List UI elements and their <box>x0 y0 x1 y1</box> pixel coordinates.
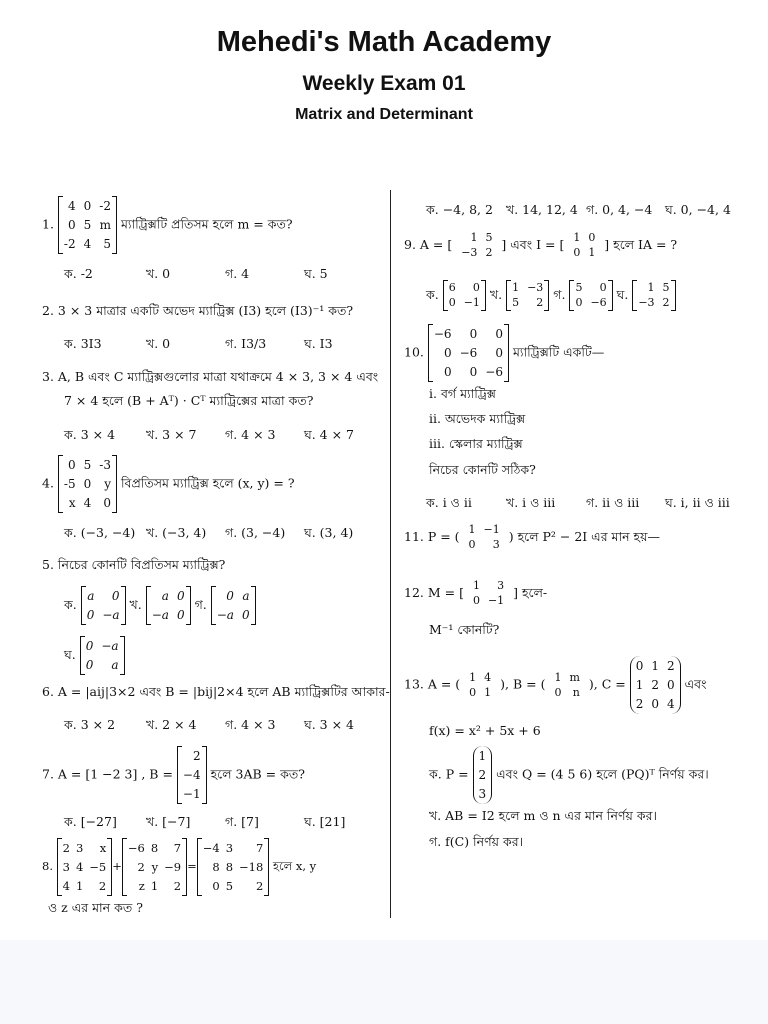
q5-option-d: ঘ. 0 −a 0 a <box>64 636 125 675</box>
matrix: 1 2 3 <box>473 746 493 804</box>
question-13: 13. A = ( 1 4 0 1 ), B = ( 1 m 0 n ), C = 0 1 2 1 2 0 2 0 4 এবং <box>404 656 706 714</box>
question-5: 5. নিচের কোনটি বিপ্রতিসম ম্যাট্রিক্স? <box>42 557 226 572</box>
q9-options-row: ক. 6 0 0 −1 খ. 1 −3 5 2 গ. 5 0 0 −6 ঘ. 1 5 −3 2 <box>426 280 676 311</box>
question-8-cont: ও z এর মান কত ? <box>48 900 143 915</box>
option: ক. −4, 8, 2 <box>426 202 493 217</box>
option: ঘ. 0, −4, 4 <box>665 202 731 217</box>
question-6: 6. A = |aij|3×2 এবং B = |bij|2×4 হলে AB ম্যাট্রিক্সটির আকার- <box>42 684 390 699</box>
question-3-cont: 7 × 4 হলে (B + Aᵀ) · Cᵀ ম্যাট্রিক্সের মাত্রা কত? <box>64 393 314 408</box>
option: ঘ. 5 <box>304 266 328 281</box>
question-3: 3. A, B এবং C ম্যাট্রিক্সগুলোর মাত্রা যথাক্রমে 4 × 3, 3 × 4 এবং <box>42 369 379 384</box>
statement: নিচের কোনটি সঠিক? <box>429 462 536 477</box>
matrix: 2 −4 −1 <box>177 746 207 804</box>
option: খ. 3 × 7 <box>146 427 197 442</box>
matrix: 5 0 0 −6 <box>569 280 612 311</box>
option: ক. 3 × 4 <box>64 427 116 442</box>
statement: iii. স্কেলার ম্যাট্রিক্স <box>429 436 523 451</box>
q5-options-row: ক. a 0 0 −a খ. a 0 −a 0 গ. 0 a −a 0 <box>64 586 256 625</box>
exam-topic: Matrix and Determinant <box>295 106 473 123</box>
matrix: 0 a −a 0 <box>211 586 256 625</box>
option: গ. I3/3 <box>225 336 267 351</box>
option: গ. 4 × 3 <box>225 427 276 442</box>
matrix: 1 5 −3 2 <box>632 280 675 311</box>
question-11: 11. P = ( 1 −1 0 3 ) হলে P² − 2I এর মান হয়— <box>404 523 660 551</box>
question-text: ম্যাট্রিক্সটি প্রতিসম হলে m = কত? <box>120 216 293 232</box>
option: খ. [−7] <box>146 814 191 829</box>
question-number: 1. <box>42 216 54 232</box>
question-9: 9. A = [ 1 5 −3 2 ] এবং I = [ 1 0 0 1 ] হলে IA = ? <box>404 231 678 259</box>
option: ঘ. [21] <box>304 814 346 829</box>
matrix: a 0 0 −a <box>81 586 126 625</box>
option: খ. 0 <box>146 266 171 281</box>
matrix: 2 3 x 3 4 −5 4 1 2 <box>57 838 113 896</box>
matrix: 0 −a 0 a <box>80 636 125 675</box>
option: খ. 14, 12, 4 <box>506 202 578 217</box>
option: খ. 0 <box>146 336 171 351</box>
option: ঘ. 3 × 4 <box>304 717 354 732</box>
matrix: 1 4 0 1 <box>469 670 492 699</box>
option: ক. 3 × 2 <box>64 717 116 732</box>
statement: i. বর্গ ম্যাট্রিক্স <box>429 386 496 401</box>
matrix: −4 3 7 8 8 −18 0 5 2 <box>197 838 270 896</box>
question-1 <box>42 196 293 254</box>
matrix: 6 0 0 −1 <box>443 280 486 311</box>
option: গ. 4 <box>225 266 250 281</box>
option: ঘ. 4 × 7 <box>304 427 354 442</box>
question-8: 8. 2 3 x 3 4 −5 4 1 2 + −6 8 7 2 y −9 z 1 2 = −4 3 7 8 8 −18 0 5 2 হলে x, y <box>42 838 316 896</box>
question-4: 4. 0 5 -3 -5 0 y x 4 0 বিপ্রতিসম ম্যাট্রিক্স হলে (x, y) = ? <box>42 455 295 513</box>
matrix: 1 −1 0 3 <box>468 523 500 551</box>
q13-part-b: খ. AB = I2 হলে m ও n এর মান নির্ণয় কর। <box>429 808 657 823</box>
academy-title: Mehedi's Math Academy <box>216 26 552 58</box>
matrix: 1 −3 5 2 <box>506 280 549 311</box>
option: ক. [−27] <box>64 814 117 829</box>
matrix: 1 3 0 −1 <box>472 579 505 607</box>
option: খ. i ও iii <box>506 495 556 510</box>
q13-part-c: গ. f(C) নির্ণয় কর। <box>429 834 524 849</box>
matrix: −6 0 0 0 −6 0 0 0 −6 <box>428 324 509 382</box>
column-divider <box>390 190 391 918</box>
matrix: a 0 −a 0 <box>146 586 191 625</box>
matrix: −6 8 7 2 y −9 z 1 2 <box>122 838 187 896</box>
option: ক. (−3, −4) <box>64 525 136 540</box>
exam-title: Weekly Exam 01 <box>302 72 466 95</box>
option: ঘ. I3 <box>304 336 333 351</box>
q13-part-a: ক. P = 1 2 3 এবং Q = (4 5 6) হলে (PQ)ᵀ নির্ণয় কর। <box>429 746 709 804</box>
question-text: বিপ্রতিসম ম্যাট্রিক্স হলে (x, y) = ? <box>120 475 295 491</box>
matrix: 4 0 -2 0 5 m -2 4 5 <box>58 196 117 254</box>
matrix: 0 1 2 1 2 0 2 0 4 <box>630 656 681 714</box>
matrix: 1 5 −3 2 <box>461 231 493 259</box>
option: ঘ. (3, 4) <box>304 525 354 540</box>
option: গ. [7] <box>225 814 259 829</box>
option: খ. 2 × 4 <box>146 717 197 732</box>
option: ক. i ও ii <box>426 495 472 510</box>
option: গ. 0, 4, −4 <box>586 202 653 217</box>
question-7: 7. A = [1 −2 3] , B = 2 −4 −1 হলে 3AB = কত? <box>42 746 305 804</box>
question-12: 12. M = [ 1 3 0 −1 ] হলে- <box>404 579 548 607</box>
option: গ. ii ও iii <box>586 495 640 510</box>
statement: ii. অভেদক ম্যাট্রিক্স <box>429 411 526 426</box>
option: ক. 3I3 <box>64 336 102 351</box>
matrix: 1 0 0 1 <box>573 231 596 259</box>
option: ঘ. i, ii ও iii <box>665 495 730 510</box>
option: গ. (3, −4) <box>225 525 286 540</box>
option: খ. (−3, 4) <box>146 525 207 540</box>
question-12-cont: M⁻¹ কোনটি? <box>429 622 500 637</box>
matrix: 1 m 0 n <box>554 670 580 699</box>
option: ক. -2 <box>64 266 93 281</box>
option: গ. 4 × 3 <box>225 717 276 732</box>
question-10: 10. −6 0 0 0 −6 0 0 0 −6 ম্যাট্রিক্সটি একটি— <box>404 324 604 382</box>
question-2: 2. 3 × 3 মাত্রার একটি অভেদ ম্যাট্রিক্স (I3) হলে (I3)⁻¹ কত? <box>42 303 354 318</box>
function-definition: f(x) = x² + 5x + 6 <box>429 723 541 738</box>
matrix: 0 5 -3 -5 0 y x 4 0 <box>58 455 117 513</box>
